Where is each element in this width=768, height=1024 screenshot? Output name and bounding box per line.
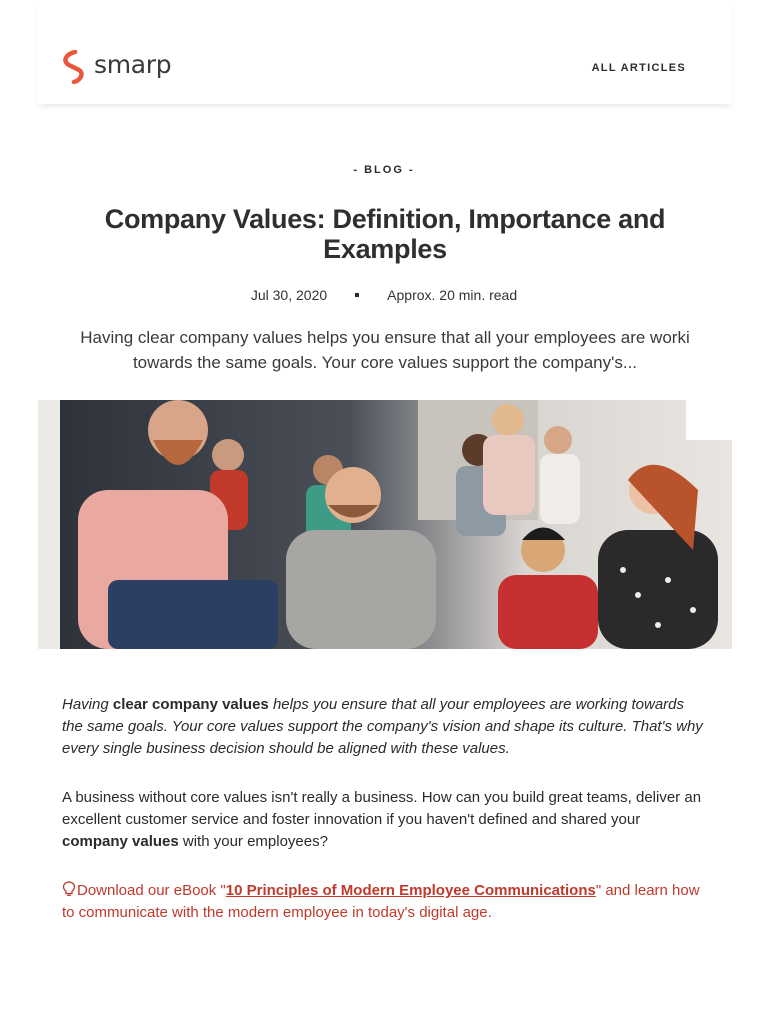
summary-line-2: towards the same goals. Your core values support the company's... [132,353,638,372]
p1-text-start: Having [62,696,113,713]
article-title: Company Values: Definition, Importance and Examples [104,204,666,264]
summary-line-1: Having clear company values helps you ensure that all your employees are worki [80,328,690,347]
lightbulb-icon [62,881,76,897]
second-paragraph [62,787,708,853]
ebook-download-link[interactable]: 10 Principles of Modern Employee Communications [225,882,596,899]
logo-text: smarp [94,49,172,79]
hero-photo-illustration [38,400,732,649]
p2-text: A business without core values isn't really a business. How can you build great teams, deliver an excellent customer service and foster innovation if you haven't defined and shared your [62,789,702,828]
all-articles-link[interactable]: ALL ARTICLES [591,62,686,74]
article-meta [0,287,768,303]
publish-date: Jul 30, 2020 [250,287,328,303]
meta-separator [355,293,359,297]
p2-text-end: with your employees? [178,833,328,850]
ebook-cta [62,880,708,924]
cta-text-start: Download our eBook " [77,882,226,899]
cta-text-end: " and learn how to communicate with the modern employee in today's digital age. [62,882,700,921]
p1-bold-link[interactable]: clear company values [112,696,269,713]
smarp-logo[interactable] [60,50,171,84]
article-category[interactable]: - BLOG - [353,164,415,176]
read-time: Approx. 20 min. read [387,287,518,303]
smarp-s-logo-icon [60,50,88,84]
hero-image [38,400,732,649]
p2-bold: company values [62,833,179,850]
p1-text-end: helps you ensure that all your employees are working towards the same goals. Your core values support the company's vision and shape its culture. That's why every single business decision should be aligned with these values. [62,696,703,757]
article-summary [60,325,710,375]
hero-image-corner [686,400,732,440]
intro-paragraph [62,694,708,760]
